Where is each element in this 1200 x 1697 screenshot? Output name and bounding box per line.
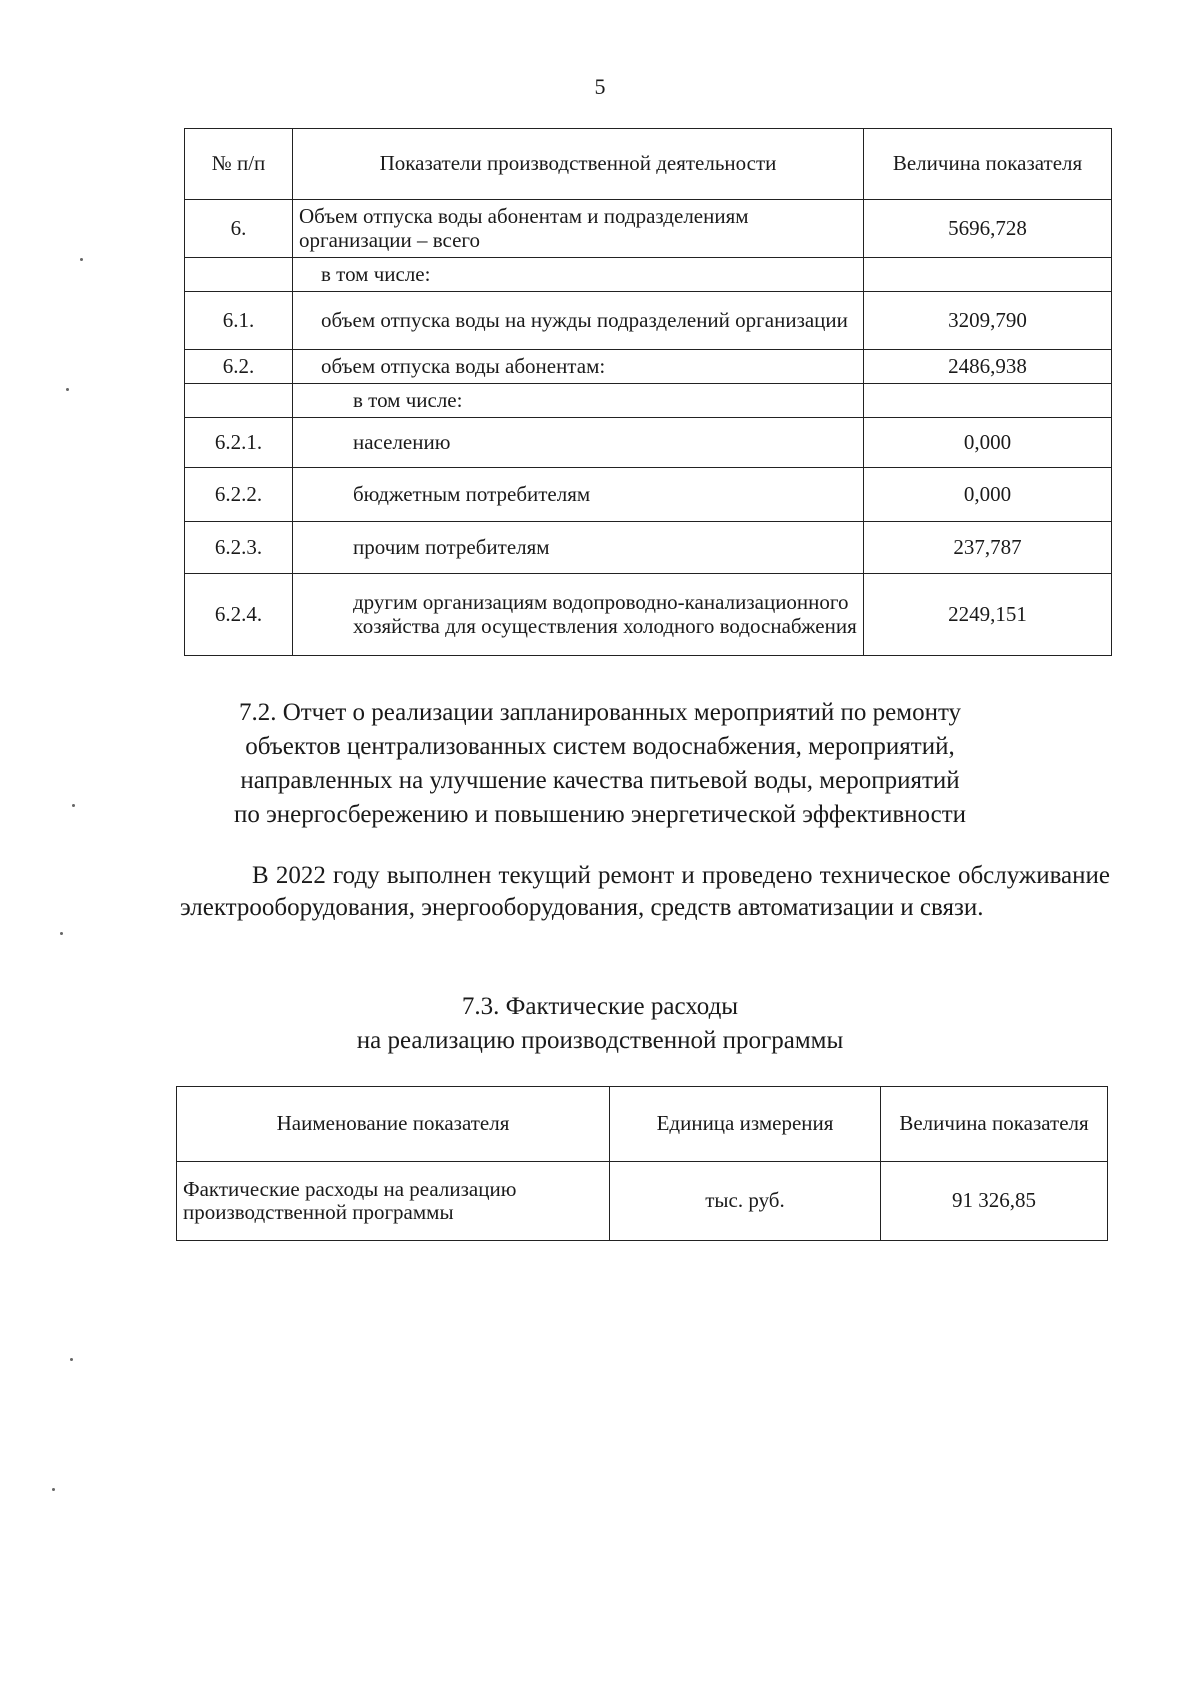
table-row — [185, 200, 1112, 258]
row-label: объем отпуска воды на нужды подразделений организации — [293, 292, 864, 350]
column-header-name: Наименование показателя — [177, 1087, 610, 1162]
row-value: 0,000 — [864, 468, 1112, 522]
heading-line: на реализацию производственной программы — [356, 1027, 844, 1054]
row-value: 2486,938 — [864, 350, 1112, 384]
row-number — [185, 258, 293, 292]
row-label: объем отпуска воды абонентам: — [293, 350, 864, 384]
column-header-unit: Единица измерения — [610, 1087, 881, 1162]
row-label: в том числе: — [293, 384, 864, 418]
row-number — [185, 384, 293, 418]
section-7-2-heading — [0, 696, 1200, 832]
column-header-indicator: Показатели производственной деятельности — [293, 129, 864, 200]
heading-line: 7.2. Отчет о реализации запланированных мероприятий по ремонту — [238, 699, 962, 726]
table-row — [177, 1162, 1108, 1241]
table-row — [185, 258, 1112, 292]
row-unit: тыс. руб. — [610, 1162, 881, 1241]
column-header-value: Величина показателя — [864, 129, 1112, 200]
table-row — [185, 468, 1112, 522]
row-value: 5696,728 — [864, 200, 1112, 258]
row-number: 6.2.1. — [185, 418, 293, 468]
heading-line: 7.3. Фактические расходы — [461, 993, 739, 1020]
row-label: другим организациям водопроводно-канализационного хозяйства для осуществления холодного водоснабжения — [293, 574, 864, 656]
heading-line: объектов централизованных систем водоснабжения, мероприятий, — [245, 733, 955, 760]
row-number: 6. — [185, 200, 293, 258]
table-row — [185, 350, 1112, 384]
row-value — [864, 258, 1112, 292]
row-label: в том числе: — [293, 258, 864, 292]
table-row — [185, 418, 1112, 468]
row-number: 6.2.4. — [185, 574, 293, 656]
row-value: 2249,151 — [864, 574, 1112, 656]
table-row — [185, 292, 1112, 350]
table-row — [185, 574, 1112, 656]
table-header-row — [177, 1087, 1108, 1162]
heading-line: направленных на улучшение качества питьевой воды, мероприятий — [240, 767, 960, 794]
scan-speck — [70, 1358, 73, 1361]
row-value — [864, 384, 1112, 418]
row-number: 6.2.2. — [185, 468, 293, 522]
table-row — [185, 522, 1112, 574]
row-value: 237,787 — [864, 522, 1112, 574]
row-number: 6.1. — [185, 292, 293, 350]
column-header-value: Величина показателя — [881, 1087, 1108, 1162]
column-header-number: № п/п — [185, 129, 293, 200]
page-number: 5 — [594, 74, 606, 99]
row-number: 6.2.3. — [185, 522, 293, 574]
table-row — [185, 384, 1112, 418]
row-number: 6.2. — [185, 350, 293, 384]
scan-speck — [60, 932, 63, 935]
scan-speck — [72, 804, 75, 807]
heading-line: по энергосбережению и повышению энергетической эффективности — [233, 801, 967, 828]
scan-speck — [52, 1488, 55, 1491]
production-indicators-table — [184, 128, 1112, 656]
row-value: 3209,790 — [864, 292, 1112, 350]
row-value: 0,000 — [864, 418, 1112, 468]
table-header-row — [185, 129, 1112, 200]
row-label: Объем отпуска воды абонентам и подразделениям организации – всего — [293, 200, 864, 258]
section-7-3-heading — [0, 990, 1200, 1058]
scan-speck — [66, 388, 69, 391]
section-7-2-paragraph: В 2022 году выполнен текущий ремонт и проведено техническое обслуживание электрооборудования, энергооборудования, средств автоматизации и связи. — [180, 862, 1110, 921]
program-expenses-table — [176, 1086, 1108, 1241]
row-label: бюджетным потребителям — [293, 468, 864, 522]
row-value: 91 326,85 — [881, 1162, 1108, 1241]
scan-speck — [80, 258, 83, 261]
row-label: прочим потребителям — [293, 522, 864, 574]
row-name: Фактические расходы на реализацию производственной программы — [177, 1162, 610, 1241]
row-label: населению — [293, 418, 864, 468]
